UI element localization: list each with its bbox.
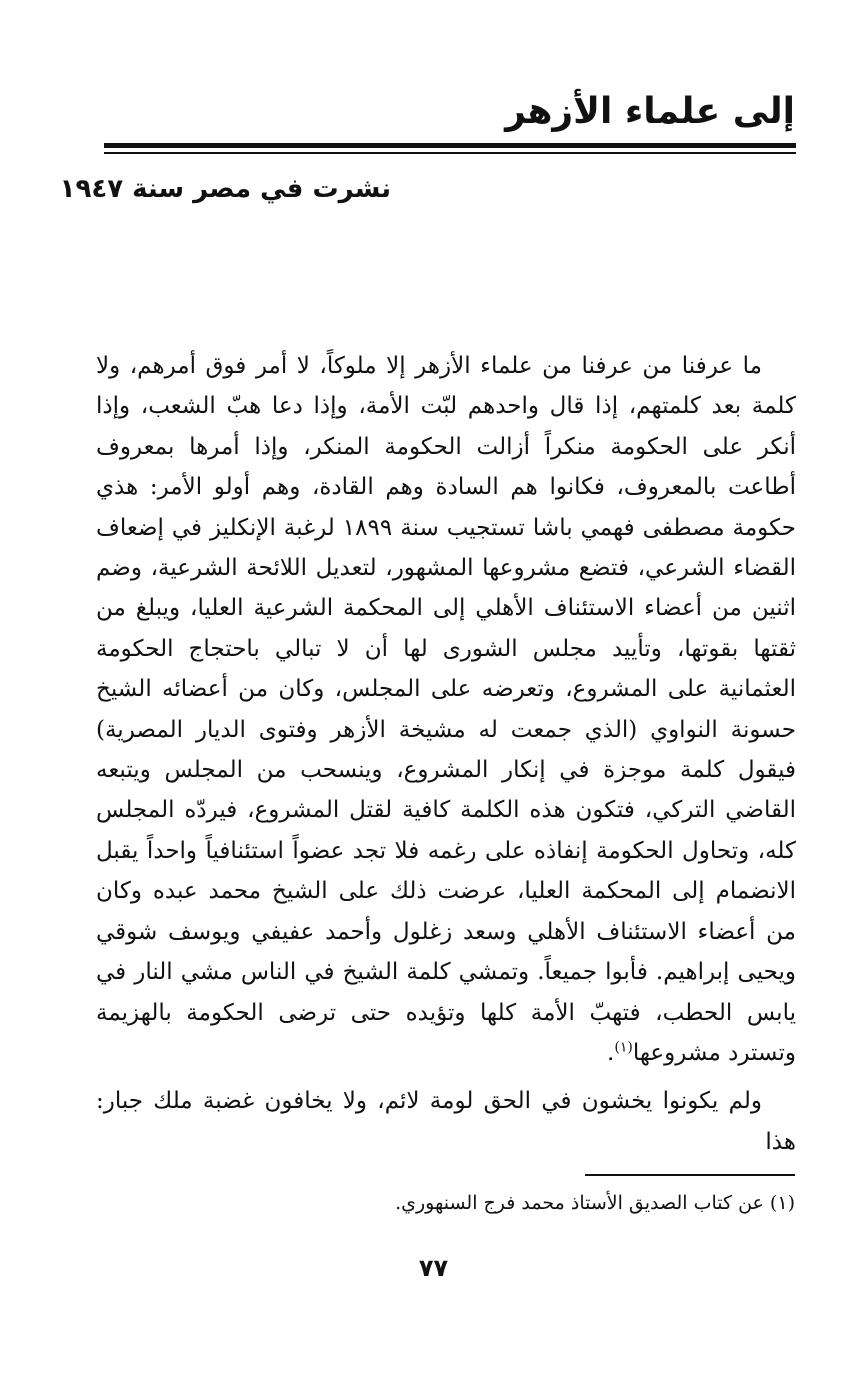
footnote: (١) عن كتاب الصديق الأستاذ محمد فرج السنهوري. bbox=[395, 1192, 795, 1214]
footnote-reference: (١) bbox=[614, 1039, 633, 1056]
footnote-separator bbox=[585, 1174, 795, 1176]
article-body bbox=[96, 346, 796, 1162]
page-number: ٧٧ bbox=[418, 1254, 449, 1282]
paragraph-text: ولم يكونوا يخشون في الحق لومة لائم، ولا يخافون غضبة ملك جبار: هذا bbox=[96, 1088, 796, 1155]
paragraph bbox=[96, 1081, 796, 1162]
paragraph-end: . bbox=[607, 1039, 615, 1066]
paragraph-text: ما عرفنا من عرفنا من علماء الأزهر إلا ملوكاً، لا أمر فوق أمرهم، ولا كلمة بعد كلمتهم، إذا قال واحدهم لبّت الأمة، وإذا دعا هبّ الشعب، وإذا أنكر على الحكومة منكراً أزالت الحكومة المنكر، وإذا أمرها بمعروف أطاعت بالمعروف، فكانوا هم السادة وهم القادة، وهم أولو الأمر: هذي حكومة مصطفى فهمي باشا تستجيب سنة ١٨٩٩ لرغبة الإنكليز في إضعاف القضاء الشرعي، فتضع مشروعها المشهور، لتعديل اللائحة الشرعية، وضم اثنين من أعضاء الاستئناف الأهلي إلى المحكمة الشرعية العليا، ويبلغ من ثقتها بقوتها، وتأييد مجلس الشورى لها أن لا تبالي باحتجاج الحكومة العثمانية على المشروع، وتعرضه على المجلس، وكان من أعضائه الشيخ حسونة النواوي (الذي جمعت له مشيخة الأزهر وفتوى الديار المصرية) فيقول كلمة موجزة في إنكار المشروع، وينسحب من المجلس ويتبعه القاضي التركي، فتكون هذه الكلمة كافية لقتل المشروع، فيردّه المجلس كله، وتحاول الحكومة إنفاذه على رغمه فلا تجد عضواً استئنافياً واحداً يقبل الانضمام إلى المحكمة العليا، عرضت ذلك على الشيخ محمد عبده وكان من أعضاء الاستئناف الأهلي وسعد زغلول وأحمد عفيفي ويوسف شوقي ويحيى إبراهيم. فأبوا جميعاً. وتمشي كلمة الشيخ في الناس مشي النار في يابس الحطب، فتهبّ الأمة كلها وتؤيده حتى ترضى الحكومة بالهزيمة وتسترد مشروعها bbox=[96, 353, 796, 1066]
header-rule-thick bbox=[104, 143, 796, 148]
running-header-title: إلى علماء الأزهر bbox=[505, 91, 795, 132]
paragraph bbox=[96, 346, 796, 1073]
header-rule-thin bbox=[104, 152, 796, 154]
publication-note: نشرت في مصر سنة ١٩٤٧ bbox=[59, 174, 391, 204]
